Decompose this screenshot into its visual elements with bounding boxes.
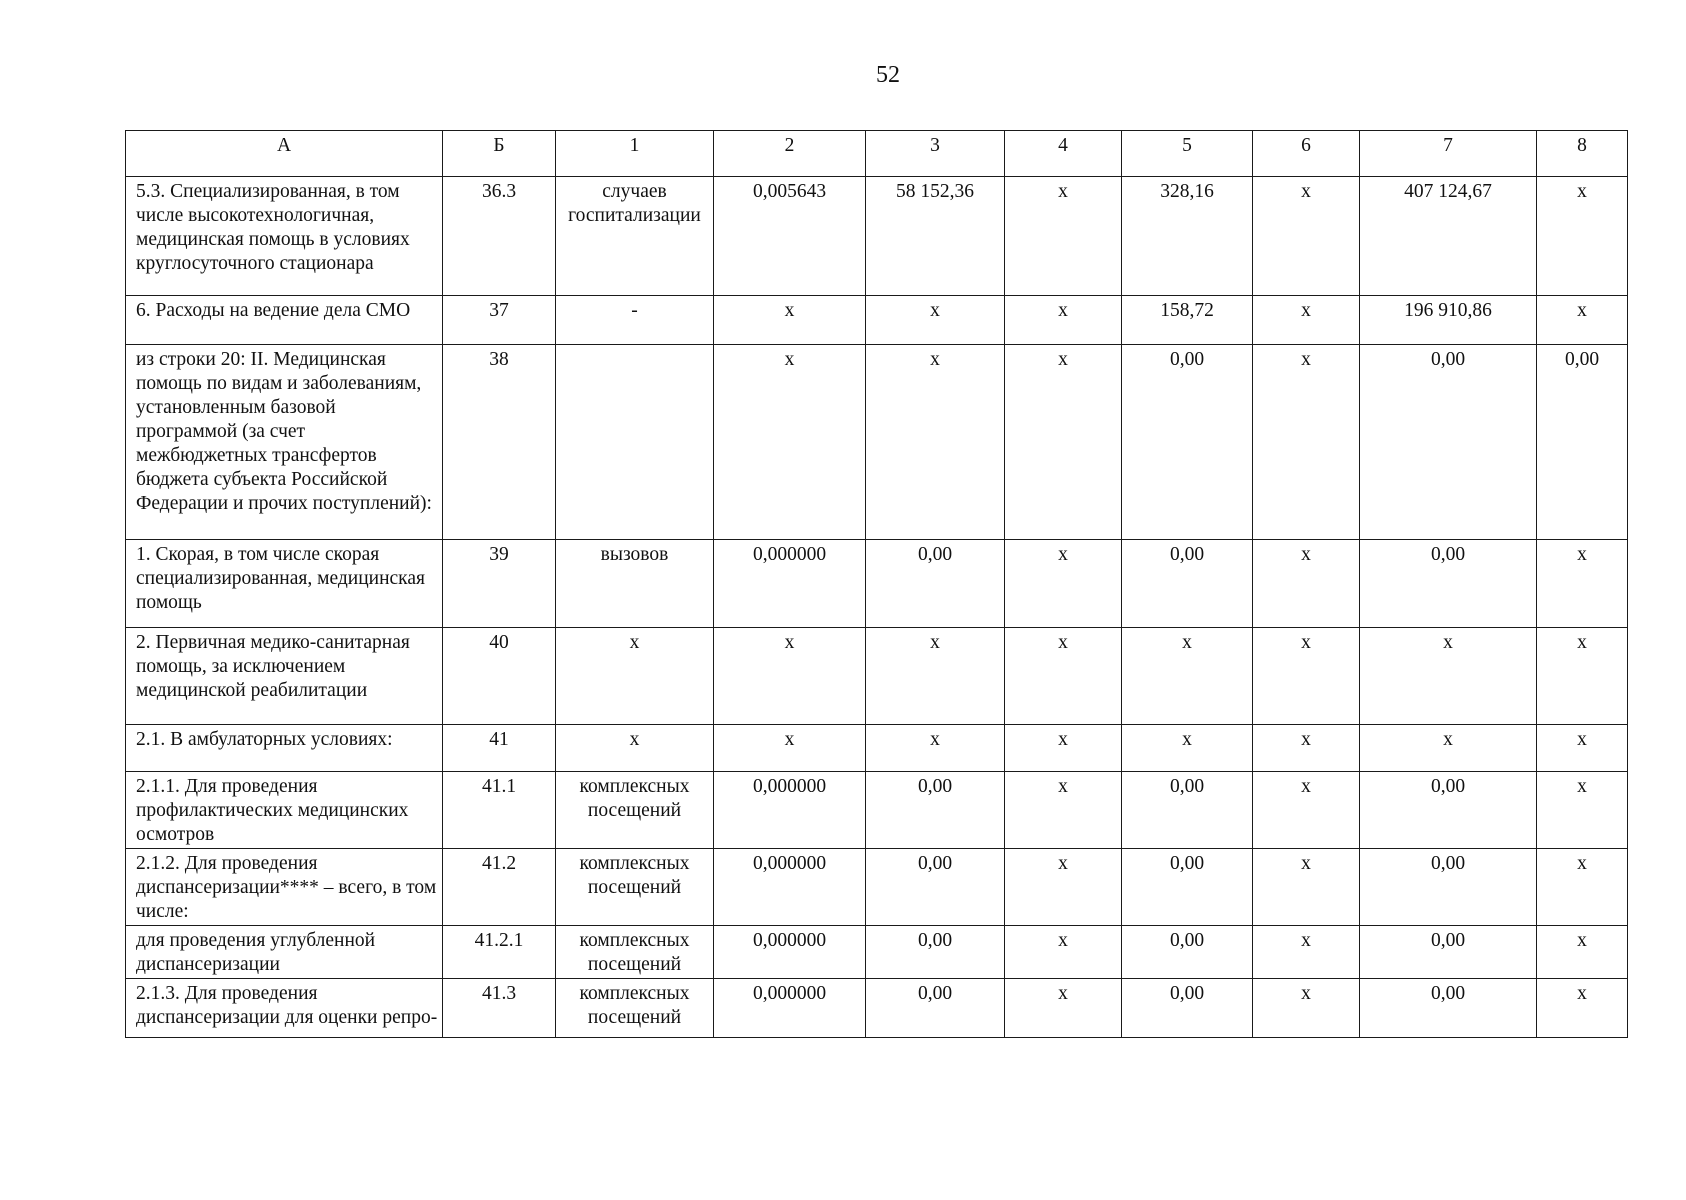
row-col2-cell: х xyxy=(714,345,866,540)
row-col4-cell: х xyxy=(1005,926,1122,979)
row-col3-cell: х xyxy=(866,296,1005,345)
row-col3-cell: 0,00 xyxy=(866,540,1005,628)
row-code-cell: 37 xyxy=(443,296,556,345)
header-cell-8: 8 xyxy=(1537,131,1628,177)
header-cell-7: 7 xyxy=(1360,131,1537,177)
row-col8-cell: х xyxy=(1537,296,1628,345)
row-col7-cell: 0,00 xyxy=(1360,979,1537,1038)
row-col7-cell: 0,00 xyxy=(1360,540,1537,628)
row-col3-cell: х xyxy=(866,725,1005,772)
row-unit-cell xyxy=(556,345,714,540)
header-cell-2: 2 xyxy=(714,131,866,177)
row-col5-cell: 0,00 xyxy=(1122,849,1253,926)
row-name-cell: для проведения углубленной диспансеризации xyxy=(126,926,443,979)
row-col4-cell: х xyxy=(1005,772,1122,849)
row-col6-cell: х xyxy=(1253,296,1360,345)
row-name-cell: 1. Скорая, в том числе скорая специализированная, медицинская помощь xyxy=(126,540,443,628)
row-name-cell: 2. Первичная медико-санитарная помощь, за исключением медицинской реабилитации xyxy=(126,628,443,725)
row-col2-cell: 0,000000 xyxy=(714,772,866,849)
table-header-row xyxy=(126,131,1628,177)
row-col6-cell: х xyxy=(1253,177,1360,296)
row-code-cell: 39 xyxy=(443,540,556,628)
row-col8-cell: х xyxy=(1537,628,1628,725)
row-col5-cell: 0,00 xyxy=(1122,979,1253,1038)
row-name-cell: 2.1.3. Для проведения диспансеризации для оценки репро- xyxy=(126,979,443,1038)
table-row xyxy=(126,540,1628,628)
row-col4-cell: х xyxy=(1005,725,1122,772)
row-col7-cell: х xyxy=(1360,725,1537,772)
row-col6-cell: х xyxy=(1253,628,1360,725)
row-col5-cell: х xyxy=(1122,628,1253,725)
row-col3-cell: х xyxy=(866,345,1005,540)
row-col6-cell: х xyxy=(1253,772,1360,849)
row-name-cell: 2.1.2. Для проведения диспансеризации**** – всего, в том числе: xyxy=(126,849,443,926)
row-col4-cell: х xyxy=(1005,296,1122,345)
row-code-cell: 38 xyxy=(443,345,556,540)
row-col4-cell: х xyxy=(1005,345,1122,540)
financing-table xyxy=(125,130,1628,1038)
row-col3-cell: х xyxy=(866,628,1005,725)
row-code-cell: 41.2.1 xyxy=(443,926,556,979)
table-row xyxy=(126,345,1628,540)
row-col5-cell: 0,00 xyxy=(1122,540,1253,628)
row-col6-cell: х xyxy=(1253,725,1360,772)
row-col4-cell: х xyxy=(1005,979,1122,1038)
table-row xyxy=(126,772,1628,849)
row-col4-cell: х xyxy=(1005,177,1122,296)
row-unit-cell: х xyxy=(556,725,714,772)
row-col2-cell: 0,000000 xyxy=(714,849,866,926)
row-col3-cell: 0,00 xyxy=(866,979,1005,1038)
row-col8-cell: х xyxy=(1537,540,1628,628)
row-col3-cell: 58 152,36 xyxy=(866,177,1005,296)
row-col6-cell: х xyxy=(1253,926,1360,979)
row-unit-cell: - xyxy=(556,296,714,345)
row-col7-cell: 0,00 xyxy=(1360,926,1537,979)
row-col6-cell: х xyxy=(1253,540,1360,628)
page-number: 52 xyxy=(876,62,900,88)
row-unit-cell: х xyxy=(556,628,714,725)
row-col8-cell: х xyxy=(1537,772,1628,849)
row-col8-cell: х xyxy=(1537,979,1628,1038)
row-col5-cell: 158,72 xyxy=(1122,296,1253,345)
row-code-cell: 41.1 xyxy=(443,772,556,849)
row-col8-cell: х xyxy=(1537,849,1628,926)
row-name-cell: из строки 20: II. Медицинская помощь по видам и заболеваниям, установленным базовой программой (за счет межбюджетных трансфертов бюджета субъекта Российской Федерации и прочих поступлений): xyxy=(126,345,443,540)
row-name-cell: 2.1.1. Для проведения профилактических медицинских осмотров xyxy=(126,772,443,849)
row-col8-cell: х xyxy=(1537,177,1628,296)
row-code-cell: 40 xyxy=(443,628,556,725)
row-col8-cell: 0,00 xyxy=(1537,345,1628,540)
row-col2-cell: 0,005643 xyxy=(714,177,866,296)
row-unit-cell: комплексных посещений xyxy=(556,979,714,1038)
row-col8-cell: х xyxy=(1537,725,1628,772)
table-row xyxy=(126,628,1628,725)
row-col6-cell: х xyxy=(1253,849,1360,926)
header-cell-3: 3 xyxy=(866,131,1005,177)
table-row xyxy=(126,177,1628,296)
row-col7-cell: 0,00 xyxy=(1360,345,1537,540)
row-col6-cell: х xyxy=(1253,979,1360,1038)
row-name-cell: 2.1. В амбулаторных условиях: xyxy=(126,725,443,772)
row-col5-cell: 328,16 xyxy=(1122,177,1253,296)
row-col7-cell: х xyxy=(1360,628,1537,725)
row-col6-cell: х xyxy=(1253,345,1360,540)
row-unit-cell: комплексных посещений xyxy=(556,926,714,979)
table-row xyxy=(126,926,1628,979)
row-name-cell: 5.3. Специализированная, в том числе высокотехнологичная, медицинская помощь в условиях круглосуточного стационара xyxy=(126,177,443,296)
row-unit-cell: случаев госпитализации xyxy=(556,177,714,296)
row-col7-cell: 196 910,86 xyxy=(1360,296,1537,345)
header-cell-6: 6 xyxy=(1253,131,1360,177)
header-cell-5: 5 xyxy=(1122,131,1253,177)
row-col5-cell: 0,00 xyxy=(1122,345,1253,540)
header-cell-a: А xyxy=(126,131,443,177)
row-col4-cell: х xyxy=(1005,849,1122,926)
row-col2-cell: х xyxy=(714,296,866,345)
row-code-cell: 41 xyxy=(443,725,556,772)
row-code-cell: 36.3 xyxy=(443,177,556,296)
row-code-cell: 41.3 xyxy=(443,979,556,1038)
row-col8-cell: х xyxy=(1537,926,1628,979)
header-cell-4: 4 xyxy=(1005,131,1122,177)
table-row xyxy=(126,296,1628,345)
row-col7-cell: 407 124,67 xyxy=(1360,177,1537,296)
row-col5-cell: х xyxy=(1122,725,1253,772)
row-col3-cell: 0,00 xyxy=(866,772,1005,849)
row-unit-cell: комплексных посещений xyxy=(556,772,714,849)
row-col3-cell: 0,00 xyxy=(866,926,1005,979)
row-col2-cell: 0,000000 xyxy=(714,926,866,979)
table-row xyxy=(126,725,1628,772)
row-col4-cell: х xyxy=(1005,628,1122,725)
row-unit-cell: вызовов xyxy=(556,540,714,628)
table-row xyxy=(126,849,1628,926)
row-col4-cell: х xyxy=(1005,540,1122,628)
table-row xyxy=(126,979,1628,1038)
row-col5-cell: 0,00 xyxy=(1122,926,1253,979)
row-col2-cell: х xyxy=(714,725,866,772)
row-col5-cell: 0,00 xyxy=(1122,772,1253,849)
row-col7-cell: 0,00 xyxy=(1360,849,1537,926)
row-col3-cell: 0,00 xyxy=(866,849,1005,926)
row-col2-cell: 0,000000 xyxy=(714,540,866,628)
row-name-cell: 6. Расходы на ведение дела СМО xyxy=(126,296,443,345)
header-cell-b: Б xyxy=(443,131,556,177)
row-code-cell: 41.2 xyxy=(443,849,556,926)
row-col2-cell: 0,000000 xyxy=(714,979,866,1038)
header-cell-1: 1 xyxy=(556,131,714,177)
row-col7-cell: 0,00 xyxy=(1360,772,1537,849)
row-col2-cell: х xyxy=(714,628,866,725)
row-unit-cell: комплексных посещений xyxy=(556,849,714,926)
